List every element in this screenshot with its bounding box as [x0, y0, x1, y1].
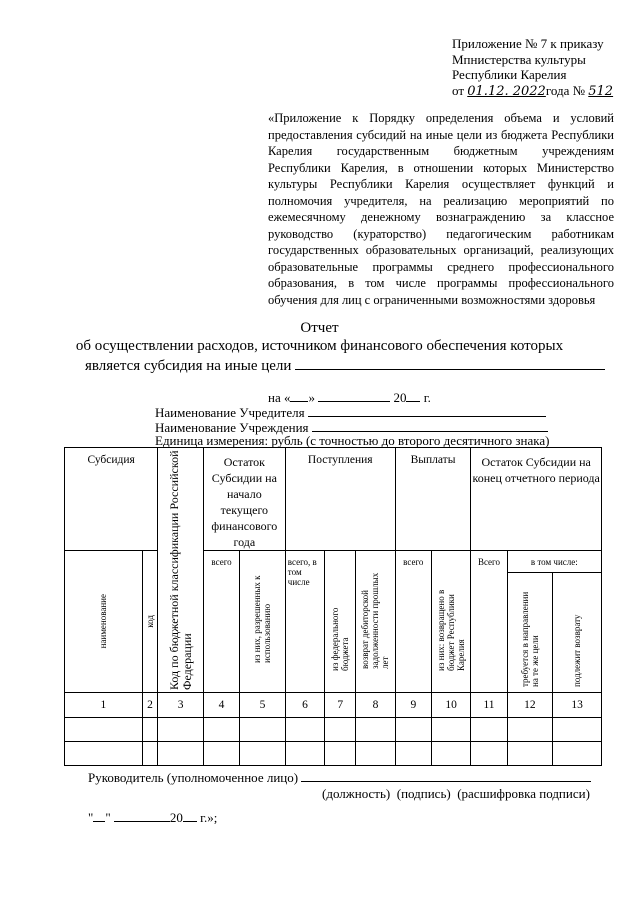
th-end-total: Всего — [471, 551, 507, 693]
unit-line: Единица измерения: рубль (с точностью до второго десятичного знака) — [155, 433, 550, 448]
subsidy-purpose-line[interactable] — [295, 356, 605, 370]
th-payments-total: всего — [395, 551, 431, 693]
signature-captions: (должность) (подпись) (расшифровка подписи) — [322, 786, 590, 801]
th-payments: Выплаты — [395, 448, 471, 551]
sign-month-field[interactable] — [114, 808, 170, 822]
founder-field[interactable] — [308, 403, 546, 417]
table-row[interactable] — [65, 718, 602, 742]
th-start-total: всего — [203, 551, 239, 693]
header-line2: Мпнистерства культуры — [452, 51, 586, 67]
signing-date: " " 20 г.»; — [88, 810, 218, 825]
header-line1: Приложение № 7 к приказу — [452, 36, 604, 51]
signatory-line: Руководитель (уполномоченное лицо) — [88, 768, 591, 786]
table-number-row: 1 2 3 4 5 6 7 8 9 10 11 12 13 — [65, 693, 602, 718]
table-row[interactable] — [65, 742, 602, 766]
th-name: наименование — [65, 551, 143, 693]
th-balance-end: Остаток Субсидии на конец отчетного периода — [471, 448, 602, 551]
sign-day-field[interactable] — [93, 808, 105, 822]
th-subsidy: Субсидия — [65, 448, 158, 551]
handwritten-date: 01.12. 2022 — [467, 83, 546, 99]
th-allowed: из них, разрешенных к использованию — [240, 551, 286, 693]
th-return-debt: возврат дебиторской задолженности прошлых лет — [356, 551, 395, 693]
institution-field[interactable] — [312, 418, 548, 432]
th-budget-code: Код по бюджетной классификации Российской Федерации — [158, 448, 204, 693]
sign-year-field[interactable] — [183, 808, 197, 822]
annex-paragraph: «Приложение к Порядку определения объема и условий предоставления субсидий на иные цели из бюджета Республики Карелия государственным бюджетным учреждениям Республики Карелия, в отношении которых Министерство культуры Республики Карелия осуществляет функций и полномочия учредителя, на реализацию мероприятий по ежемесячному денежному вознаграждению за классное руководство (кураторство) педагогическим работникам государственных образовательных организаций, реализующих образовательные программы среднего профессионального образования, в том числе программы профессионального обучения для лиц с ограниченными возможностями здоровья — [268, 111, 614, 307]
th-returned: из них: возвращено в бюджет Республики Карелия — [431, 551, 470, 693]
th-code: код — [142, 551, 158, 693]
report-date-line: на « » 20 г. — [268, 390, 431, 405]
header-line4: от 01.12. 2022года № 512 — [452, 82, 614, 99]
founder-line: Наименование Учредителя — [155, 403, 546, 420]
order-header — [452, 36, 613, 99]
report-subtitle-1: об осуществлении расходов, источником финансового обеспечения которых — [75, 338, 564, 354]
signature-field[interactable] — [301, 768, 591, 782]
report-subtitle-2: является субсидия на иные цели — [85, 356, 605, 375]
day-field[interactable] — [290, 388, 308, 402]
th-receipts-total: всего, в том числе — [285, 551, 324, 693]
header-line3: Республики Карелия — [452, 67, 567, 82]
th-federal: из федерального бюджета — [325, 551, 356, 693]
th-receipts: Поступления — [285, 448, 395, 551]
handwritten-number: 512 — [588, 83, 614, 99]
month-field[interactable] — [318, 388, 390, 402]
year-field[interactable] — [406, 388, 420, 402]
report-table — [64, 447, 602, 766]
th-required: требуется в направлении на те же цели — [507, 573, 553, 693]
th-to-return: подлежит возврату — [553, 573, 602, 693]
report-title: Отчет — [300, 320, 339, 336]
institution-line: Наименование Учреждения — [155, 418, 548, 435]
th-incl: в том числе: — [507, 551, 601, 573]
th-balance-start: Остаток Субсидии на начало текущего финансового года — [203, 448, 285, 551]
